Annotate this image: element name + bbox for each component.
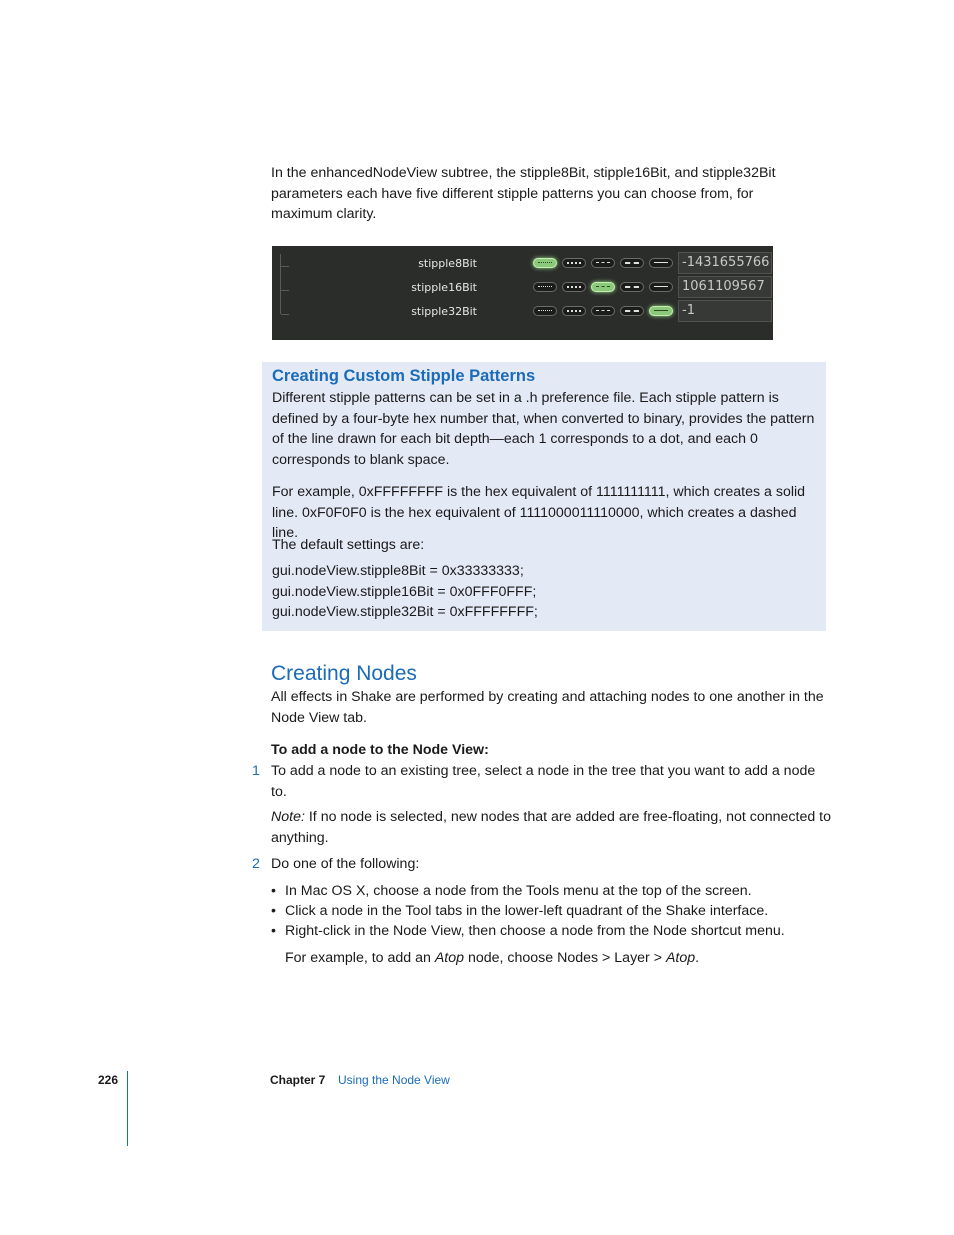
bullet-icon: • [271,903,276,919]
step-2-number: 2 [252,856,260,872]
note-paragraph [271,807,831,848]
stipple16bit-pattern-4-button[interactable] [620,282,644,292]
section-heading: Creating Nodes [271,662,417,685]
stipple32bit-pattern-3-button[interactable] [591,306,615,316]
stipple16bit-pattern-3-button[interactable] [591,282,615,292]
step-2-text: Do one of the following: [271,856,420,872]
stipple16bit-value-field[interactable]: 1061109567 [678,276,772,298]
section-paragraph: All effects in Shake are performed by creating and attaching nodes to one another in the Node View tab. [271,689,824,726]
stipple32bit-pattern-4-button[interactable] [620,306,644,316]
stipple16bit-row [272,278,773,298]
stipple32bit-value-field[interactable]: -1 [678,300,772,322]
footer-chapter-title: Using the Node View [338,1073,450,1087]
task-heading: To add a node to the Node View: [271,742,489,758]
stipple32bit-row [272,302,773,322]
sidebar-title: Creating Custom Stipple Patterns [272,367,536,385]
page-number: 226 [98,1073,119,1087]
bullet-icon: • [271,923,276,939]
stipple8bit-pattern-1-button[interactable] [533,258,557,268]
note-label: Note: [271,809,305,825]
step-1-text: To add a node to an existing tree, select a node in the tree that you want to add a node to. [271,763,816,800]
intro-paragraph: In the enhancedNodeView subtree, the stipple8Bit, stipple16Bit, and stipple32Bit parameters each have five different stipple patterns you can choose from, for maximum clarity. [271,165,776,222]
stipple-parameters-screenshot [272,246,773,340]
code-line: gui.nodeView.stipple32Bit = 0xFFFFFFFF; [272,604,538,620]
code-line: gui.nodeView.stipple16Bit = 0x0FFF0FFF; [272,583,537,600]
stipple8bit-pattern-4-button[interactable] [620,258,644,268]
stipple8bit-value-field[interactable]: -1431655766 [678,252,772,274]
stipple32bit-label: stipple32Bit [411,305,477,318]
stipple32bit-pattern-2-button[interactable] [562,306,586,316]
stipple16bit-pattern-1-button[interactable] [533,282,557,292]
stipple8bit-pattern-3-button[interactable] [591,258,615,268]
stipple32bit-pattern-5-button[interactable] [649,306,673,316]
sidebar-code-block [272,561,817,623]
sidebar-paragraph-1: Different stipple patterns can be set in a .h preference file. Each stipple pattern is defined by a four-byte hex number that, when converted to binary, provides the pattern of the line drawn for each bit depth—each 1 corresponds to a dot, and each 0 corresponds to blank space. [272,390,815,468]
sidebar-paragraph-2: For example, 0xFFFFFFFF is the hex equivalent of 1111111111, which creates a solid line. 0xF0F0F0 is the hex equivalent of 1111000011110000, which creates a dashed line. [272,484,806,541]
stipple8bit-label: stipple8Bit [418,257,477,270]
stipple8bit-pattern-5-button[interactable] [649,258,673,268]
note-text: If no node is selected, new nodes that are added are free-floating, not connected to anything. [271,809,832,846]
stipple16bit-pattern-2-button[interactable] [562,282,586,292]
stipple32bit-pattern-1-button[interactable] [533,306,557,316]
footer-chapter: Chapter 7 [270,1073,326,1087]
example-text: For example, to add an Atop node, choose Nodes > Layer > Atop. [285,950,700,966]
footer-rule [127,1071,128,1146]
stipple8bit-pattern-2-button[interactable] [562,258,586,268]
sidebar-paragraph-3: The default settings are: [272,537,425,553]
stipple16bit-pattern-5-button[interactable] [649,282,673,292]
stipple16bit-label: stipple16Bit [411,281,477,294]
code-line: gui.nodeView.stipple8Bit = 0x33333333; [272,563,524,579]
stipple8bit-row [272,254,773,274]
bullet-icon: • [271,883,276,899]
step-1-number: 1 [252,763,260,779]
